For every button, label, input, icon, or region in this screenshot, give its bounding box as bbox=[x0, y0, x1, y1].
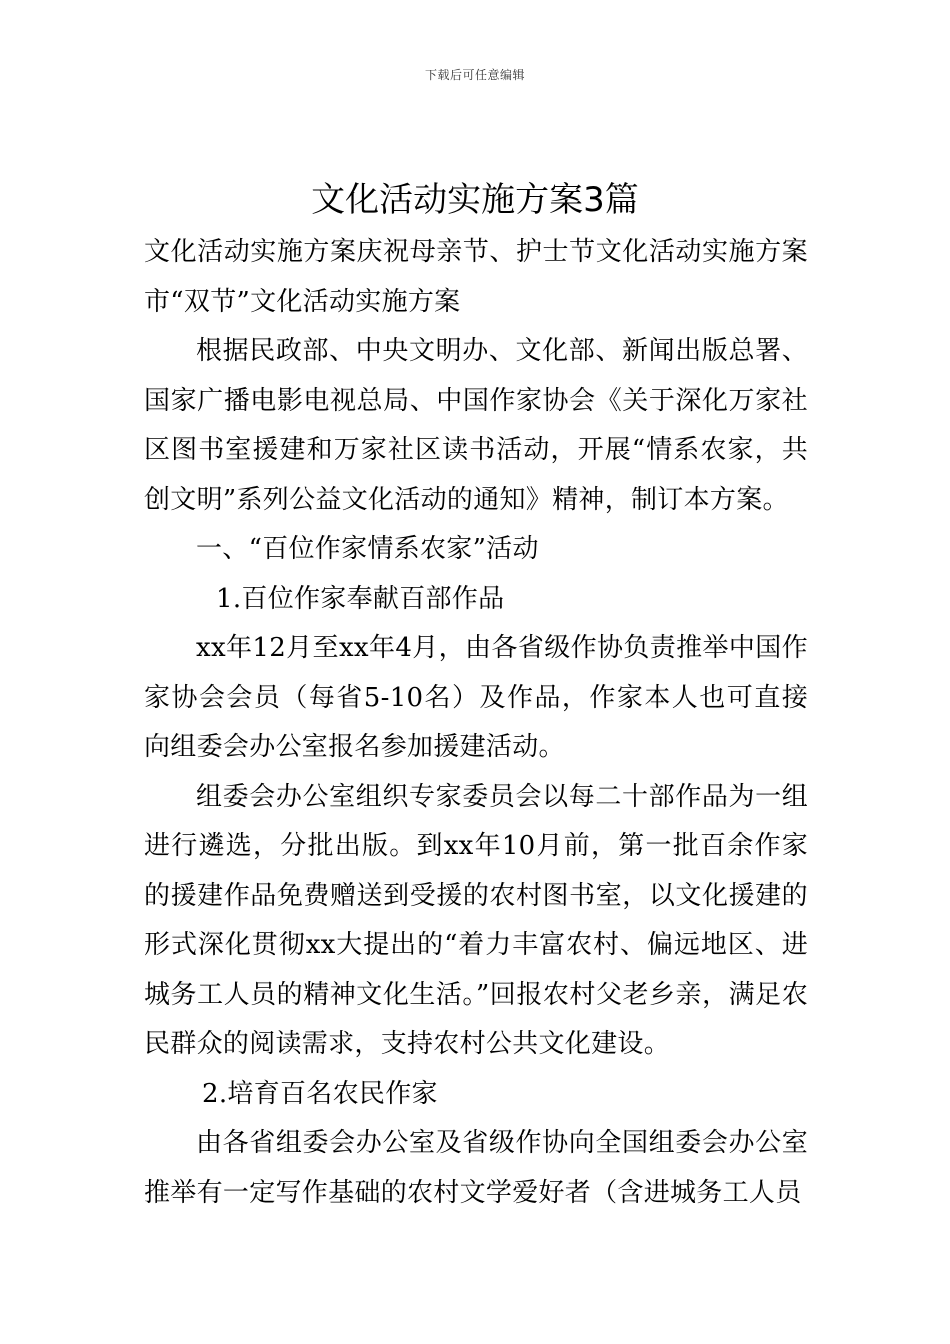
document-title: 文化活动实施方案3篇 bbox=[311, 180, 639, 220]
intro-paragraph: 文化活动实施方案庆祝母亲节、护士节文化活动实施方案市“双节”文化活动实施方案 bbox=[144, 237, 808, 317]
section-heading-1: 一、“百位作家情系农家”活动 bbox=[196, 534, 539, 564]
subsection-heading-2: 2.培育百名农民作家 bbox=[202, 1078, 438, 1109]
document-body bbox=[144, 228, 808, 1218]
header-note: 下载后可任意编辑 bbox=[424, 68, 525, 82]
body-paragraph: 由各省组委会办公室及省级作协向全国组委会办公室推举有一定写作基础的农村文学爱好者（含进城务工人员 bbox=[144, 1128, 808, 1208]
body-paragraph: 组委会办公室组织专家委员会以每二十部作品为一组进行遴选，分批出版。到xx年10月前，第一批百余作家的援建作品免费赠送到受援的农村图书室，以文化援建的形式深化贯彻xx大提出的“着力丰富农村、偏远地区、进城务工人员的精神文化生活。”回报农村父老乡亲，满足农民群众的阅读需求，支持农村公共文化建设。 bbox=[144, 781, 808, 1059]
basis-paragraph: 根据民政部、中央文明办、文化部、新闻出版总署、国家广播电影电视总局、中国作家协会《关于深化万家社区图书室援建和万家社区读书活动，开展“情系农家，共创文明”系列公益文化活动的通知》精神，制订本方案。 bbox=[144, 336, 808, 515]
body-paragraph: xx年12月至xx年4月，由各省级作协负责推举中国作家协会会员（每省5-10名）及作品，作家本人也可直接向组委会办公室报名参加援建活动。 bbox=[144, 633, 808, 762]
subsection-heading-1: 1.百位作家奉献百部作品 bbox=[216, 583, 505, 614]
